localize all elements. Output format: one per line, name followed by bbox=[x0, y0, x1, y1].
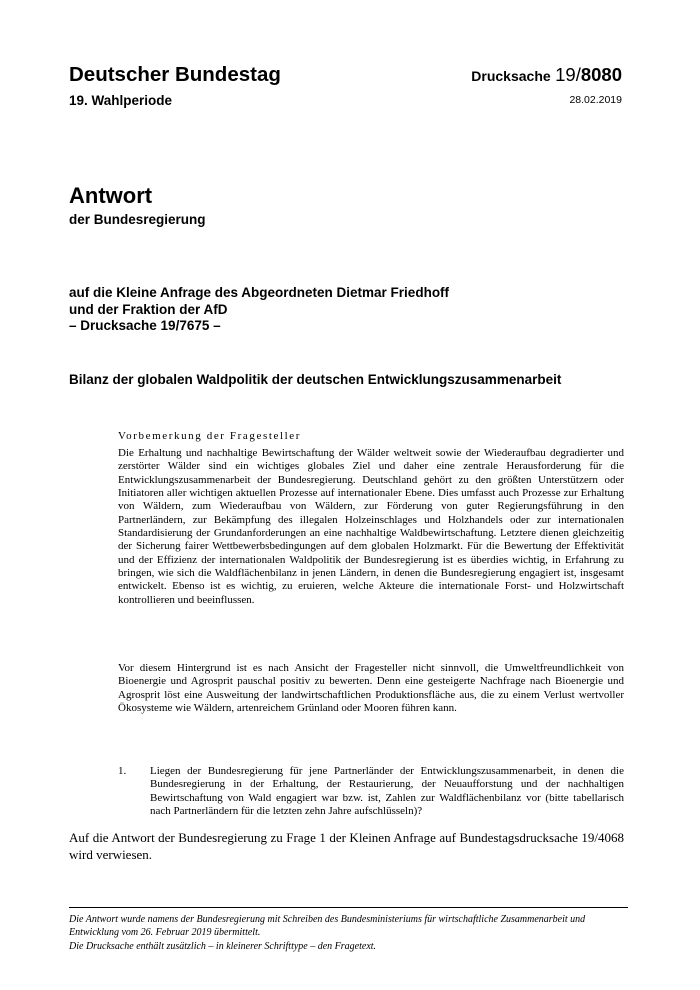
answer-text: Auf die Antwort der Bundesregierung zu Frage 1 der Kleinen Anfrage auf Bundestagsdrucksache 19/4068 wird verwiesen. bbox=[69, 830, 624, 862]
anfrage-line: auf die Kleine Anfrage des Abgeordneten Dietmar Friedhoff bbox=[69, 285, 450, 300]
question-text: Liegen der Bundesregierung für jene Partnerländer der Entwicklungszusammenarbeit, in denen die Bundesregierung in der Erhaltung, der Restaurierung, der Neuaufforstung und der nachhaltigen Bewirtschaftung von Wald engagiert war bzw. ist, Zahlen zur Waldflächenbilanz vor (bitte tabellarisch nach Partnerländern für die letzten zehn Jahre aufschlüsseln)? bbox=[150, 765, 624, 818]
question-item bbox=[118, 765, 624, 818]
drucksache-label: Drucksache bbox=[471, 68, 551, 84]
vorbemerkung-heading: Vorbemerkung der Fragesteller bbox=[118, 430, 302, 442]
institution-name: Deutscher Bundestag bbox=[69, 63, 281, 86]
document-date: 28.02.2019 bbox=[569, 94, 622, 106]
wahlperiode: 19. Wahlperiode bbox=[69, 93, 173, 108]
question-number: 1. bbox=[118, 765, 127, 777]
drucksache-number-block bbox=[471, 64, 622, 86]
document-type-title: Antwort bbox=[69, 183, 153, 208]
vorbemerkung-paragraph: Vor diesem Hintergrund ist es nach Ansicht der Fragesteller nicht sinnvoll, die Umweltfreundlichkeit von Bioenergie und Agrosprit pauschal positiv zu bewerten. Denn eine gesteigerte Nachfrage nach Bioenergie und Agrosprit löst eine Ausweitung der landwirtschaftlichen Produktionsfläche aus, die zu einem Verlust wertvoller Ökosysteme wie Wäldern, artenreichem Grünland oder Mooren führen kann. bbox=[118, 662, 624, 715]
footer-note: Die Drucksache enthält zusätzlich – in kleinerer Schrifttype – den Fragetext. bbox=[69, 941, 377, 953]
footer-notes bbox=[69, 914, 629, 956]
drucksache-prefix: 19/ bbox=[555, 64, 581, 85]
footer-divider bbox=[69, 907, 628, 908]
anfrage-reference bbox=[69, 285, 449, 335]
document-author: der Bundesregierung bbox=[69, 212, 206, 227]
anfrage-line: – Drucksache 19/7675 – bbox=[69, 318, 221, 333]
drucksache-number: 8080 bbox=[580, 64, 622, 85]
vorbemerkung-paragraph: Die Erhaltung und nachhaltige Bewirtschaftung der Wälder weltweit sowie der Wiederaufbau degradierter und zerstörter Wälder sind ein wichtiges globales Ziel und daher eine zentrale Herausforderung für die Entwicklungszusammenarbeit der Bundesregierung. Deutschland gehört zu den größten Unterstützern oder Initiatoren aller wichtigen aktuellen Prozesse auf internationaler Ebene. Dies umfasst auch Prozesse zur Erhaltung von Wäldern, zum Wiederaufbau von Wäldern, zur Förderung von guter Regierungsführung in den Partnerländern, zur Bekämpfung des illegalen Holzeinschlages und Holzhandels oder zur internationalen Standardisierung der Grundanforderungen an eine nachhaltige Waldbewirtschaftung. Letztere dienen gleichzeitig der Sicherung fairer Wettbewerbsbedingungen auf dem globalen Holzmarkt. Für die Bewertung der Effektivität und der Effizienz der internationalen Waldpolitik der Bundesregierung ist es überdies wichtig, in Erfahrung zu bringen, wie sich die Waldflächenbilanz in jenen Ländern, in denen die Bundesregierung engagiert ist, insgesamt entwickelt. Ebenso ist es wichtig, zu eruieren, welche Akteure die internationale Forst- und Holzwirtschaft kontrollieren und beeinflussen. bbox=[118, 447, 624, 606]
subject-title: Bilanz der globalen Waldpolitik der deutschen Entwicklungszusammenarbeit bbox=[69, 372, 562, 387]
footer-note: Die Antwort wurde namens der Bundesregierung mit Schreiben des Bundesministeriums für wirtschaftliche Zusammenarbeit und Entwicklung vom 26. Februar 2019 übermittelt. bbox=[69, 914, 586, 938]
anfrage-line: und der Fraktion der AfD bbox=[69, 301, 228, 317]
